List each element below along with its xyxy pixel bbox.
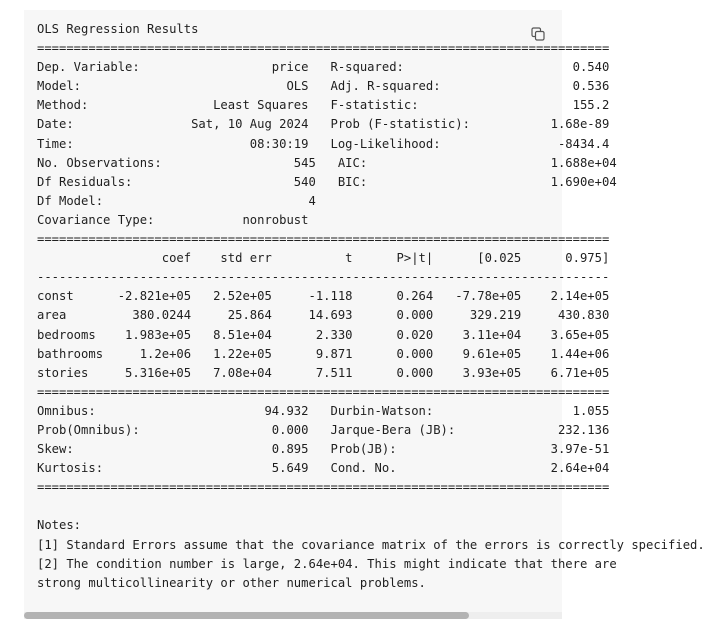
note-line: strong multicollinearity or other numerical problems.	[37, 575, 426, 590]
copy-button[interactable]	[529, 25, 547, 43]
summary-row: Covariance Type: nonrobust	[37, 212, 309, 227]
summary-row: Df Model: 4	[37, 193, 316, 208]
separator-line: ------------------------------------------------------------------------------	[37, 270, 610, 285]
summary-row: Time: 08:30:19 Log-Likelihood: -8434.4	[37, 136, 610, 151]
diagnostic-row: Kurtosis: 5.649 Cond. No. 2.64e+04	[37, 461, 610, 476]
summary-row: No. Observations: 545 AIC: 1.688e+04	[37, 155, 617, 170]
summary-row: Method: Least Squares F-statistic: 155.2	[37, 98, 610, 113]
horizontal-scrollbar[interactable]	[24, 612, 562, 619]
regression-output-text	[37, 20, 705, 593]
separator-line: ==============================================================================	[37, 480, 610, 495]
copy-icon	[531, 27, 545, 41]
diagnostic-row: Prob(Omnibus): 0.000 Jarque-Bera (JB): 232.136	[37, 422, 610, 437]
summary-row: Df Residuals: 540 BIC: 1.690e+04	[37, 174, 617, 189]
separator-line: ==============================================================================	[37, 41, 610, 56]
output-cell	[24, 10, 705, 619]
note-line: [2] The condition number is large, 2.64e+04. This might indicate that there are	[37, 556, 617, 571]
coef-row-stories: stories 5.316e+05 7.08e+04 7.511 0.000 3.93e+05 6.71e+05	[37, 365, 610, 380]
separator-line: ==============================================================================	[37, 232, 610, 247]
coef-table-header: coef std err t P>|t| [0.025 0.975]	[37, 251, 610, 266]
diagnostic-row: Skew: 0.895 Prob(JB): 3.97e-51	[37, 442, 610, 457]
coef-row-const: const -2.821e+05 2.52e+05 -1.118 0.264 -7.78e+05 2.14e+05	[37, 289, 610, 304]
separator-line: ==============================================================================	[37, 384, 610, 399]
coef-row-area: area 380.0244 25.864 14.693 0.000 329.219 430.830	[37, 308, 610, 323]
note-line: [1] Standard Errors assume that the covariance matrix of the errors is correctly specified.	[37, 537, 705, 552]
notes-heading: Notes:	[37, 518, 82, 533]
scrollbar-thumb[interactable]	[24, 612, 469, 619]
summary-row: Model: OLS Adj. R-squared: 0.536	[37, 79, 610, 94]
coef-row-bedrooms: bedrooms 1.983e+05 8.51e+04 2.330 0.020 3.11e+04 3.65e+05	[37, 327, 610, 342]
diagnostic-row: Omnibus: 94.932 Durbin-Watson: 1.055	[37, 403, 610, 418]
coef-row-bathrooms: bathrooms 1.2e+06 1.22e+05 9.871 0.000 9.61e+05 1.44e+06	[37, 346, 610, 361]
blank-line	[37, 497, 705, 516]
summary-row: Dep. Variable: price R-squared: 0.540	[37, 60, 610, 75]
output-title: OLS Regression Results	[37, 22, 199, 36]
summary-row: Date: Sat, 10 Aug 2024 Prob (F-statistic): 1.68e-89	[37, 117, 610, 132]
